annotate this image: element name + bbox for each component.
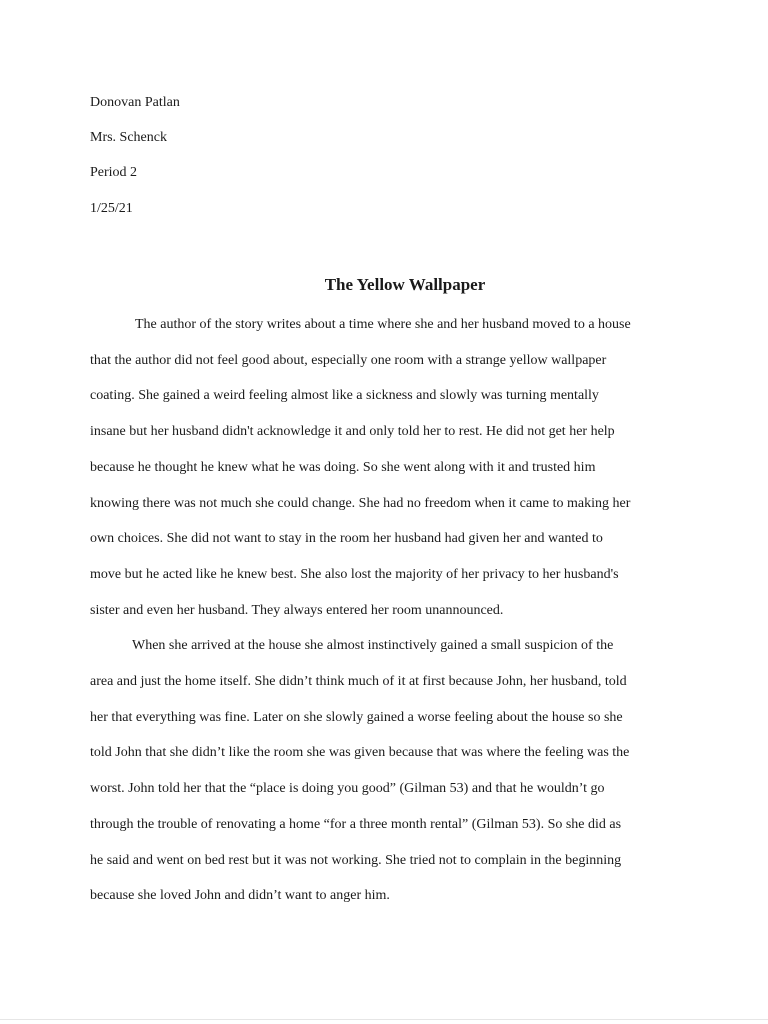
paragraph-1-line-5: because he thought he knew what he was doing. So she went along with it and trusted him <box>90 460 596 475</box>
paragraph-2-line-4: told John that she didn’t like the room she was given because that was where the feeling was the <box>90 745 630 760</box>
paragraph-2-line-2: area and just the home itself. She didn’t think much of it at first because John, her husband, told <box>90 674 627 689</box>
paragraph-2-line-1: When she arrived at the house she almost instinctively gained a small suspicion of the <box>132 638 614 653</box>
paragraph-1-line-9: sister and even her husband. They always entered her room unannounced. <box>90 603 504 618</box>
paragraph-1-line-4: insane but her husband didn't acknowledge it and only told her to rest. He did not get her help <box>90 424 615 439</box>
paragraph-2-line-7: he said and went on bed rest but it was not working. She tried not to complain in the beginning <box>90 853 622 868</box>
essay-date: 1/25/21 <box>90 201 133 216</box>
paragraph-2-line-5: worst. John told her that the “place is doing you good” (Gilman 53) and that he wouldn’t go <box>90 781 605 796</box>
paragraph-1-line-7: own choices. She did not want to stay in the room her husband had given her and wanted to <box>90 531 603 546</box>
paragraph-1-line-1: The author of the story writes about a time where she and her husband moved to a house <box>135 317 631 332</box>
paragraph-2-line-6: through the trouble of renovating a home “for a three month rental” (Gilman 53). So she did as <box>90 817 622 832</box>
page-bottom-divider <box>0 1019 768 1020</box>
paragraph-1-line-6: knowing there was not much she could change. She had no freedom when it came to making her <box>90 496 631 511</box>
paragraph-2-line-8: because she loved John and didn’t want to anger him. <box>90 888 390 903</box>
student-name: Donovan Patlan <box>90 95 180 110</box>
paragraph-1-line-8: move but he acted like he knew best. She also lost the majority of her privacy to her husband's <box>90 567 619 582</box>
essay-title: The Yellow Wallpaper <box>324 275 486 294</box>
paragraph-1-line-3: coating. She gained a weird feeling almost like a sickness and slowly was turning mentally <box>90 388 599 403</box>
paragraph-2-line-3: her that everything was fine. Later on she slowly gained a worse feeling about the house so she <box>90 710 623 725</box>
teacher-name: Mrs. Schenck <box>90 130 167 145</box>
class-period: Period 2 <box>90 165 138 180</box>
paragraph-1-line-2: that the author did not feel good about, especially one room with a strange yellow wallpaper <box>90 353 607 368</box>
